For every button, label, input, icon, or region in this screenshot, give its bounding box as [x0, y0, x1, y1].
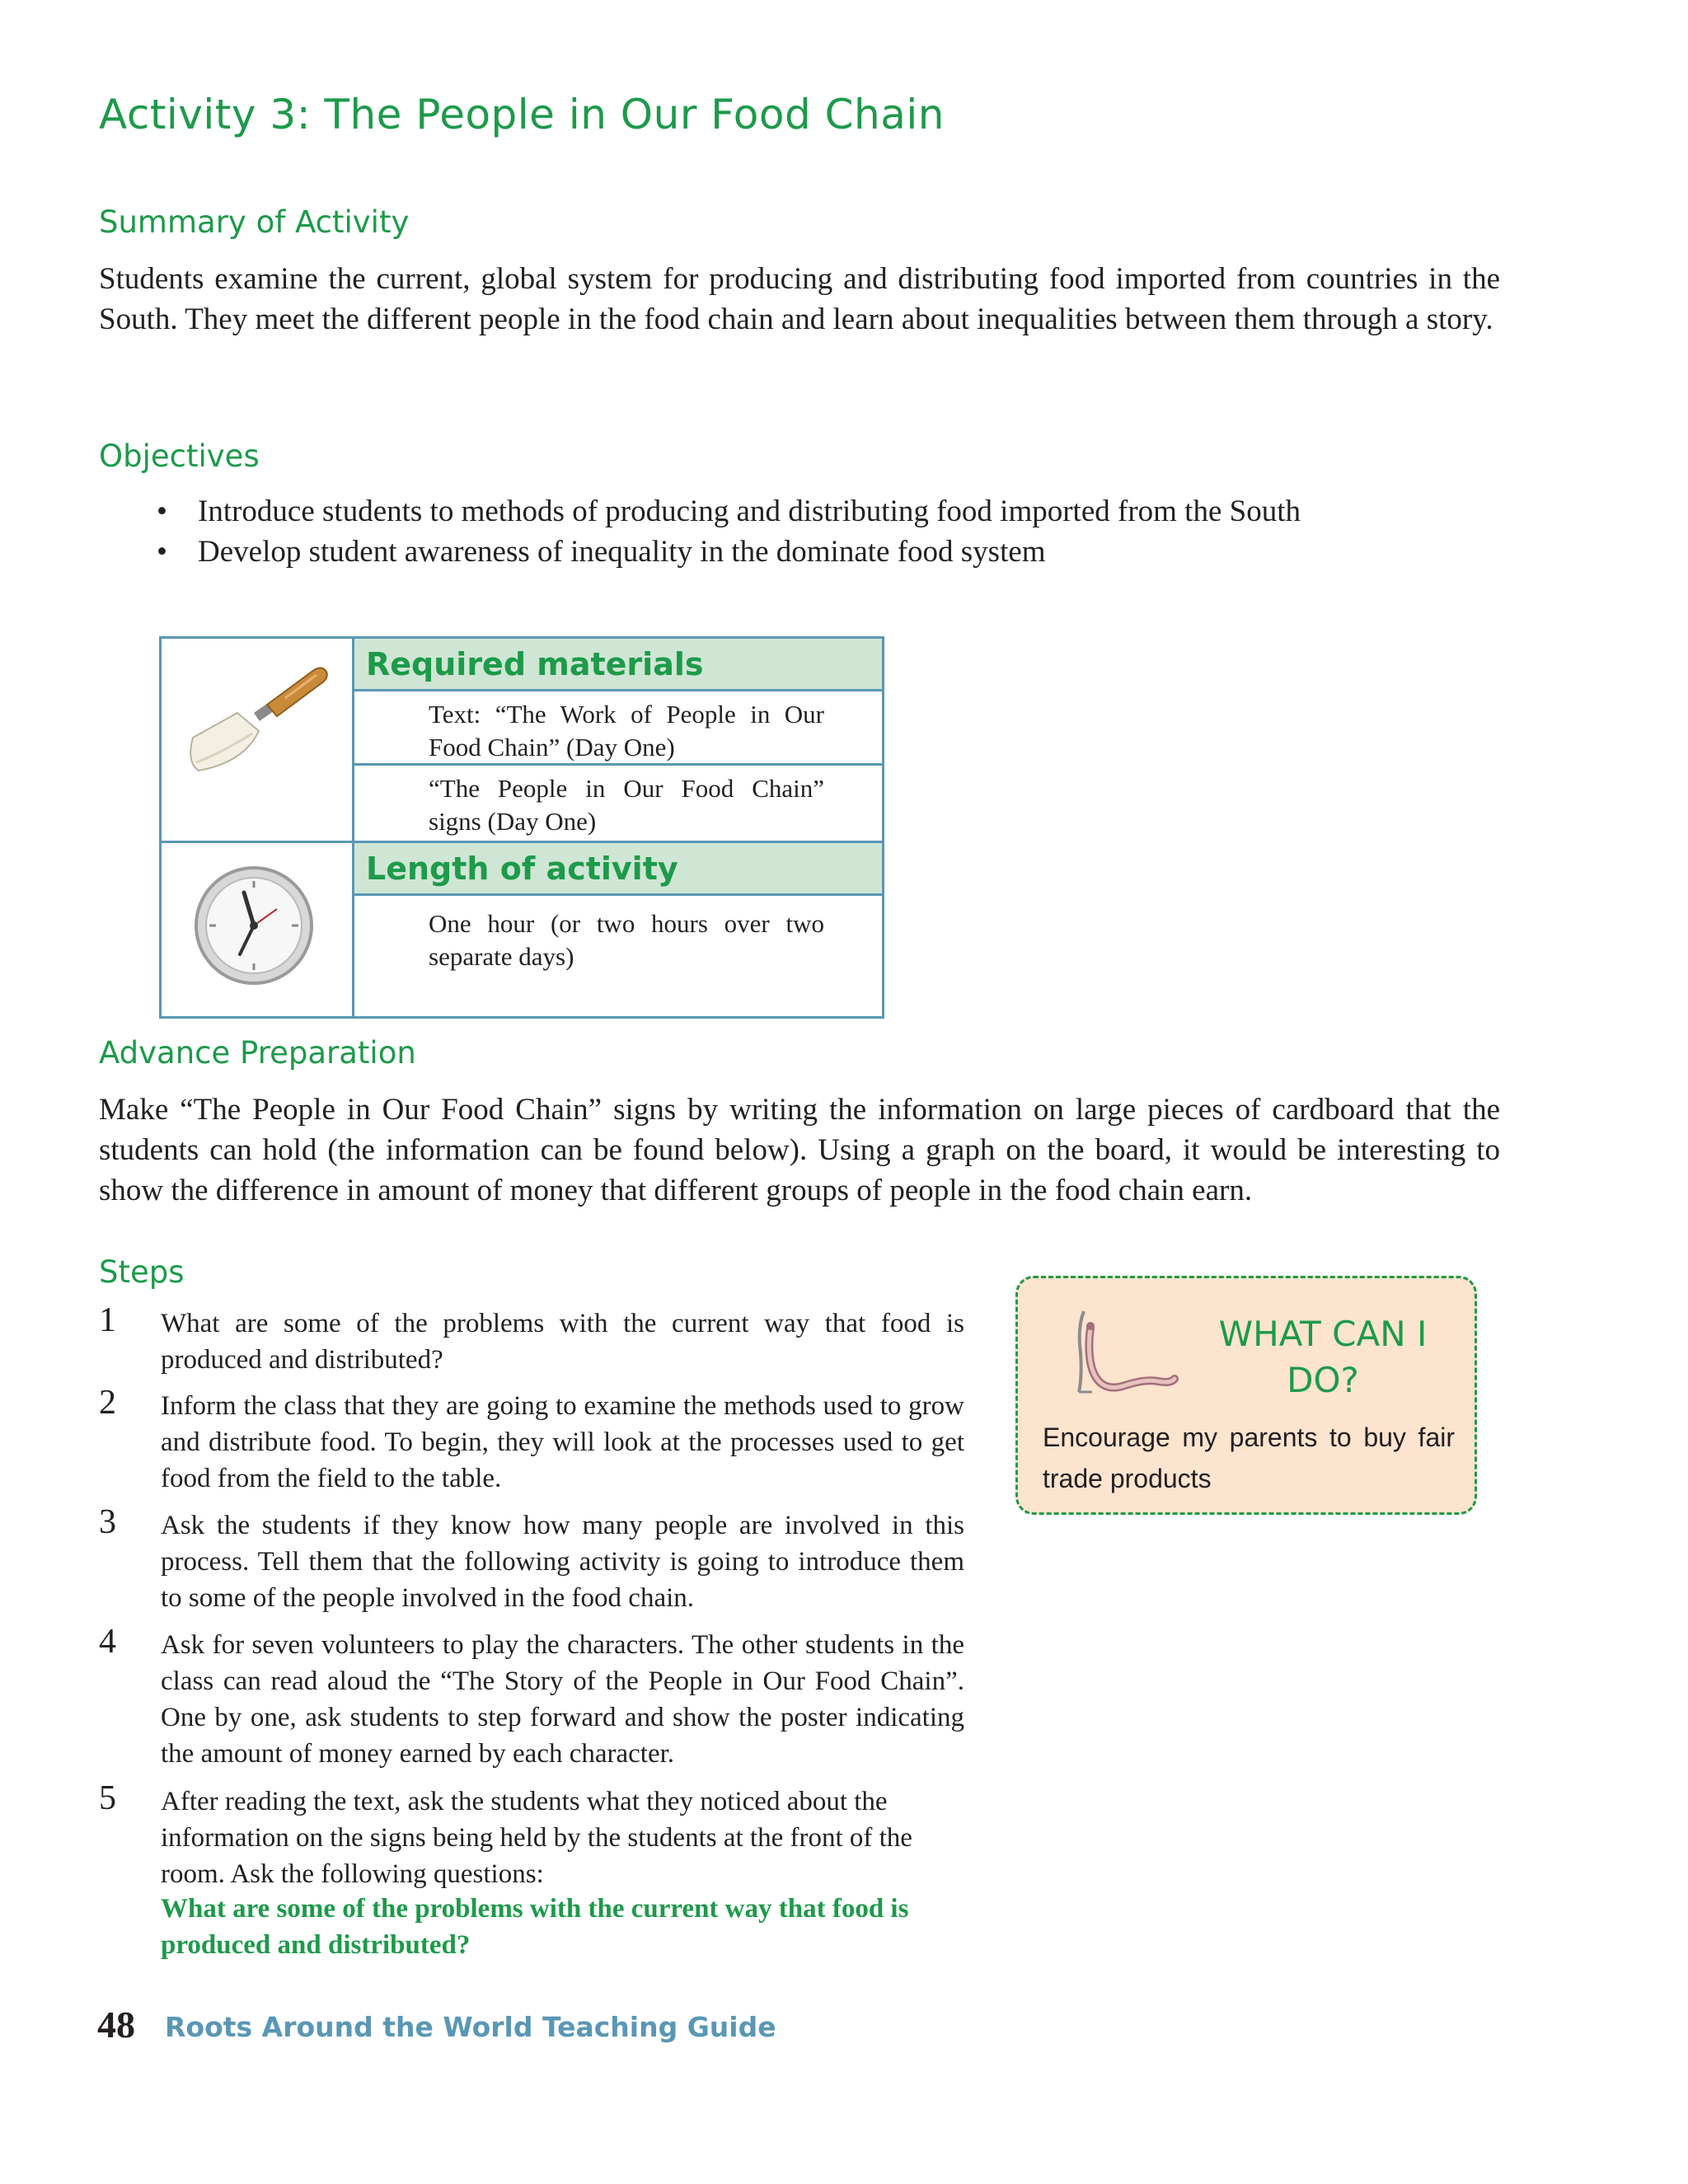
what-can-i-do-title: WHAT CAN I DO?: [1218, 1314, 1428, 1400]
advance-heading: Advance Preparation: [99, 1035, 416, 1071]
length-icon-cell: [162, 843, 354, 1016]
length-text: One hour (or two hours over two separate days): [429, 909, 824, 971]
step-number: 2: [99, 1384, 116, 1422]
step-number: 5: [99, 1779, 116, 1817]
summary-heading: Summary of Activity: [99, 204, 410, 240]
list-item: • Introduce students to methods of producing and distributing food imported from the South: [157, 491, 1301, 532]
step-text: After reading the text, ask the students what they noticed about the information on the signs being held by the students at the front of the room. Ask the following questions:: [161, 1787, 912, 1889]
trowel-icon: [162, 639, 354, 843]
objectives-list: [157, 491, 1301, 572]
step-text: Inform the class that they are going to examine the methods used to grow and distribute food. To begin, they will look at the processes used to get food from the field to the table.: [161, 1391, 964, 1493]
length-of-activity-heading: Length of activity: [354, 843, 882, 896]
advance-text: Make “The People in Our Food Chain” signs by writing the information on large pieces of cardboard that the students can hold (the information can be found below). Using a graph on the board, it would be interesting to show the difference in amount of money that different groups of people in the food chain earn.: [99, 1093, 1500, 1207]
step-number: 3: [99, 1503, 116, 1541]
page-title: Activity 3: The People in Our Food Chain: [99, 91, 945, 138]
materials-icon-cell: [162, 639, 354, 843]
step-number: 1: [99, 1301, 116, 1339]
summary-text: Students examine the current, global system for producing and distributing food imported from countries in the South. They meet the different people in the food chain and learn about inequalities between them through a story.: [99, 262, 1500, 336]
required-materials-heading: Required materials: [354, 639, 882, 691]
page-number: 48: [97, 2004, 135, 2046]
step-text: What are some of the problems with the current way that food is produced and distributed?: [161, 1309, 964, 1375]
steps-heading: Steps: [99, 1254, 185, 1290]
step-question: What are some of the problems with the current way that food is produced and distributed?: [161, 1894, 909, 1960]
step-text: Ask the students if they know how many people are involved in this process. Tell them that the following activity is going to introduce them to some of the people involved in the food chain.: [161, 1511, 964, 1613]
worm-icon: [1059, 1303, 1183, 1402]
material-item: Text: “The Work of People in Our Food Chain” (Day One): [354, 691, 882, 766]
material-item: “The People in Our Food Chain” signs (Day One): [354, 766, 882, 843]
step-number: 4: [99, 1623, 116, 1661]
materials-table: [159, 636, 884, 1019]
footer-title: Roots Around the World Teaching Guide: [165, 2011, 776, 2043]
step-text: Ask for seven volunteers to play the characters. The other students in the class can read aloud the “The Story of the People in Our Food Chain”. One by one, ask students to step forward and show the poster indicating the amount of money earned by each character.: [161, 1630, 964, 1769]
what-can-i-do-text: Encourage my parents to buy fair trade products: [1043, 1422, 1455, 1493]
list-item: • Develop student awareness of inequality in the dominate food system: [157, 532, 1301, 572]
clock-icon: [162, 843, 354, 1016]
objectives-heading: Objectives: [99, 438, 260, 474]
what-can-i-do-box: [1015, 1276, 1477, 1515]
